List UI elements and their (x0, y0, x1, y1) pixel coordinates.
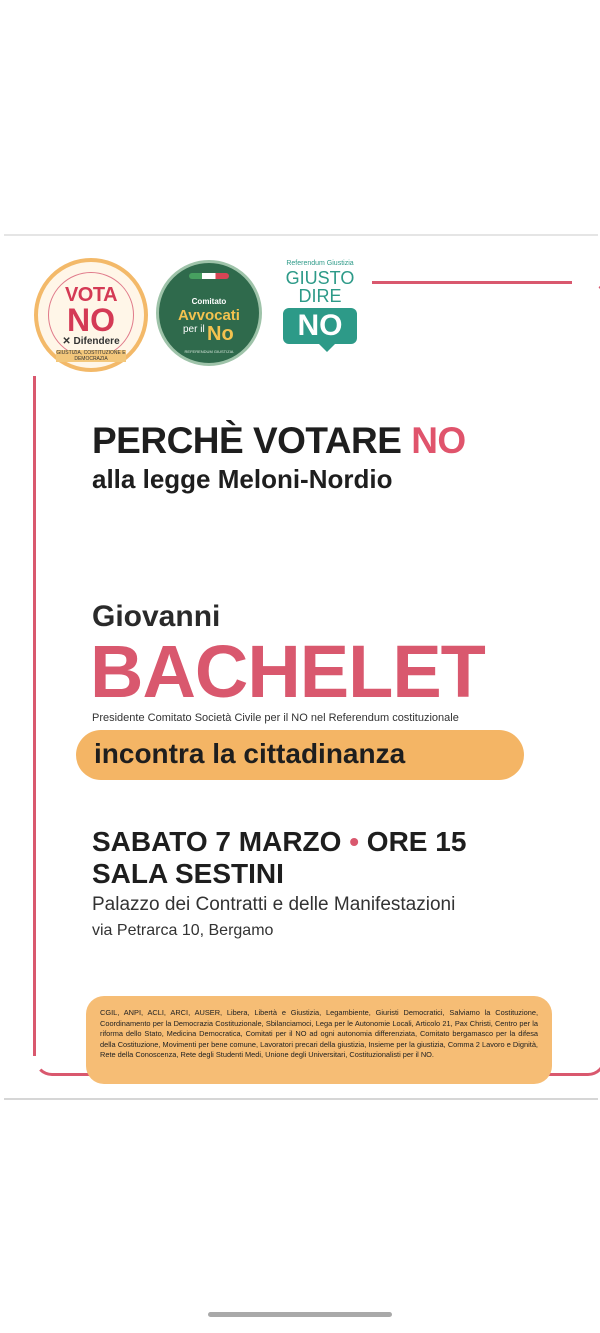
logo-no-text: NO (297, 309, 343, 342)
logo-comitato-text: Comitato (191, 297, 227, 306)
logo-subtitle: GIUSTIZIA, COSTITUZIONE E DEMOCRAZIA (56, 350, 126, 362)
logo-referendum-text: Referendum Giustizia (286, 260, 354, 267)
speaker-first-name: Giovanni (92, 600, 221, 633)
logo-per-il-text: per il (183, 324, 205, 335)
headline-main: PERCHÈ VOTARE (92, 420, 412, 461)
italian-flag-icon (189, 273, 229, 279)
speaker-last-name: BACHELET (90, 630, 485, 713)
event-building: Palazzo dei Contratti e delle Manifestazioni (92, 894, 456, 915)
speaker-role: Presidente Comitato Società Civile per il NO nel Referendum costituzionale (92, 712, 459, 724)
event-separator: • (341, 826, 367, 857)
speech-bubble-icon (283, 308, 357, 344)
giusto-dire-no-logo (278, 260, 362, 370)
logo-no-text: No (207, 323, 234, 345)
headline-line1 (92, 420, 466, 462)
tagline-text: incontra la cittadinanza (94, 738, 406, 769)
event-date-time (92, 826, 466, 858)
event-venue: SALA SESTINI (92, 858, 284, 889)
vota-no-logo (34, 258, 148, 372)
flyer-border-left (33, 376, 36, 1056)
logo-difendere-text: ✕ Difendere (62, 336, 120, 347)
headline-line2: alla legge Meloni-Nordio (92, 464, 393, 494)
logo-dire-text: DIRE (298, 286, 342, 306)
logo-no-text: NO (67, 302, 115, 338)
logo-giusto-text: GIUSTO (285, 268, 355, 288)
event-time: ORE 15 (366, 826, 467, 857)
event-date: SABATO 7 MARZO (92, 826, 342, 857)
headline-no: NO (411, 420, 466, 461)
partners-box: CGIL, ANPI, ACLI, ARCI, AUSER, Libera, Libertà e Giustizia, Legambiente, Giuristi Democratici, Salviamo la Costituzione, Coordinamento per la Democrazia Costituzionale, Sbilanciamoci, Lega per le Autonomie Locali, Articolo 21, Pax Christi, Centro per la riforma dello Stato, Medicina Democratica, Comitati per il NO ad ogni autonomia differenziata, Comitato bergamasco per la difesa della Costituzione, Movimenti per bene comune, Lavoratori precari della giustizia, Insieme per la giustizia, Comma 2 Lavoro e Dignità, Rete della Conoscenza, Rete degli Studenti Medi, Unione degli Universitari, Costituzionalisti per il NO. (86, 996, 552, 1084)
logo-vota-text: VOTA (64, 284, 118, 306)
flyer (4, 234, 598, 1100)
comitato-avvocati-logo (156, 260, 262, 366)
flyer-border-top (372, 281, 572, 284)
home-indicator[interactable] (208, 1312, 392, 1317)
logo-avvocati-text: Avvocati (178, 307, 240, 324)
tagline-pill (76, 730, 524, 780)
logo-referendum-text: REFERENDUM GIUSTIZIA (184, 349, 234, 354)
event-address: via Petrarca 10, Bergamo (92, 922, 274, 939)
